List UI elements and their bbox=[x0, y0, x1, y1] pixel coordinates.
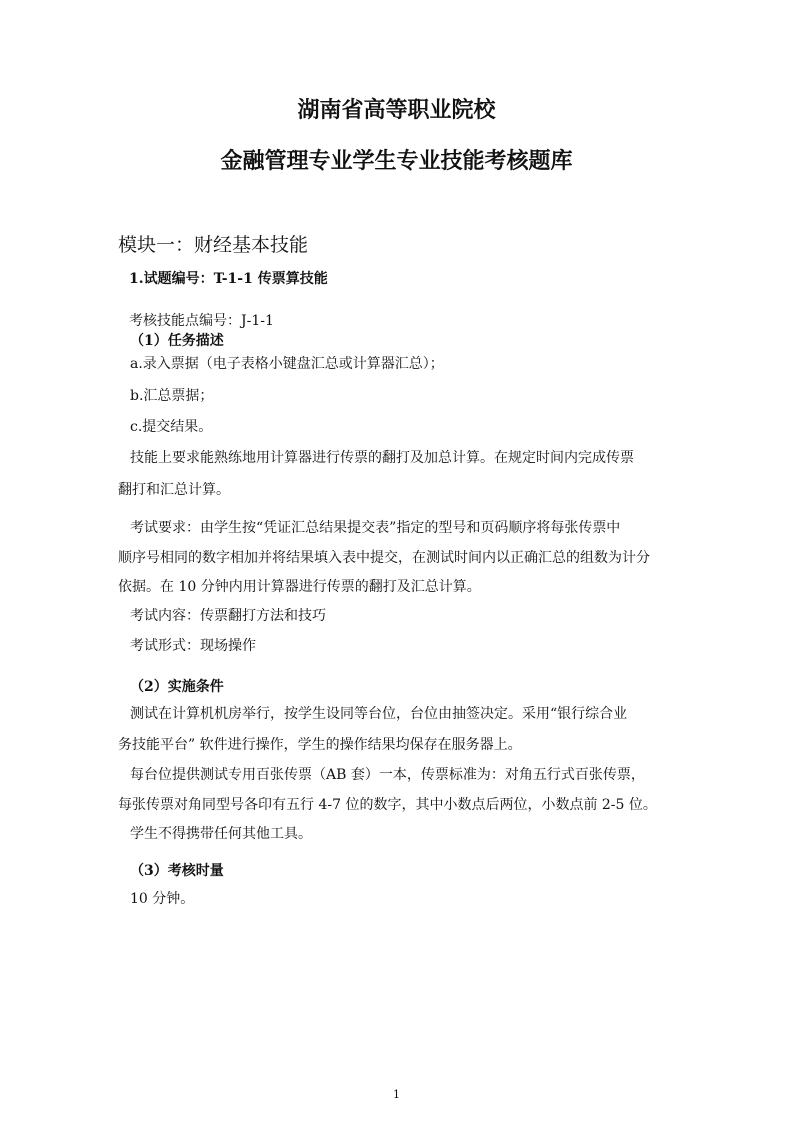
exam-content: 考试内容：传票翻打方法和技巧 bbox=[130, 608, 326, 624]
section-task-heading: （1）任务描述 bbox=[130, 333, 224, 349]
skill-requirement-line2: 翻打和汇总计算。 bbox=[118, 482, 230, 498]
page-title-line2: 金融管理专业学生专业技能考核题库 bbox=[220, 149, 573, 174]
task-item-a: a.录入票据（电子表格小键盘汇总或计算器汇总）； bbox=[130, 356, 444, 372]
conditions-p1-line2: 务技能平台” 软件进行操作，学生的操作结果均保存在服务器上。 bbox=[118, 737, 522, 753]
module-heading: 模块一：财经基本技能 bbox=[118, 234, 309, 256]
page-title-line1: 湖南省高等职业院校 bbox=[297, 98, 496, 123]
exam-requirement-line1: 考试要求：由学生按“凭证汇总结果提交表”指定的型号和页码顺序将每张传票中 bbox=[130, 520, 621, 536]
skill-requirement-line1: 技能上要求能熟练地用计算器进行传票的翻打及加总计算。在规定时间内完成传票 bbox=[130, 450, 634, 466]
duration-value: 10 分钟。 bbox=[130, 891, 195, 907]
section-conditions-heading: （2）实施条件 bbox=[130, 679, 224, 695]
question-title: 1.试题编号：T-1-1 传票算技能 bbox=[129, 271, 328, 287]
task-item-c: c.提交结果。 bbox=[130, 419, 213, 435]
task-item-b: b.汇总票据； bbox=[130, 388, 214, 404]
exam-form: 考试形式：现场操作 bbox=[130, 638, 256, 654]
conditions-p3: 学生不得携带任何其他工具。 bbox=[130, 826, 312, 842]
page-number: 1 bbox=[393, 1088, 400, 1101]
conditions-p1-line1: 测试在计算机机房举行，按学生设同等台位，台位由抽签决定。采用“银行综合业 bbox=[130, 706, 628, 722]
exam-requirement-line2: 顺序号相同的数字相加并将结果填入表中提交，在测试时间内以正确汇总的组数为计分 bbox=[118, 550, 650, 566]
exam-requirement-line3: 依据。在 10 分钟内用计算器进行传票的翻打及汇总计算。 bbox=[118, 579, 481, 595]
conditions-p2-line2: 每张传票对角同型号各印有五行 4-7 位的数字，其中小数点后两位，小数点前 2-5 位。 bbox=[118, 797, 657, 813]
section-duration-heading: （3）考核时量 bbox=[130, 863, 224, 879]
conditions-p2-line1: 每台位提供测试专用百张传票（AB 套）一本，传票标准为：对角五行式百张传票， bbox=[130, 767, 645, 783]
skill-code: 考核技能点编号：J-1-1 bbox=[129, 313, 274, 329]
